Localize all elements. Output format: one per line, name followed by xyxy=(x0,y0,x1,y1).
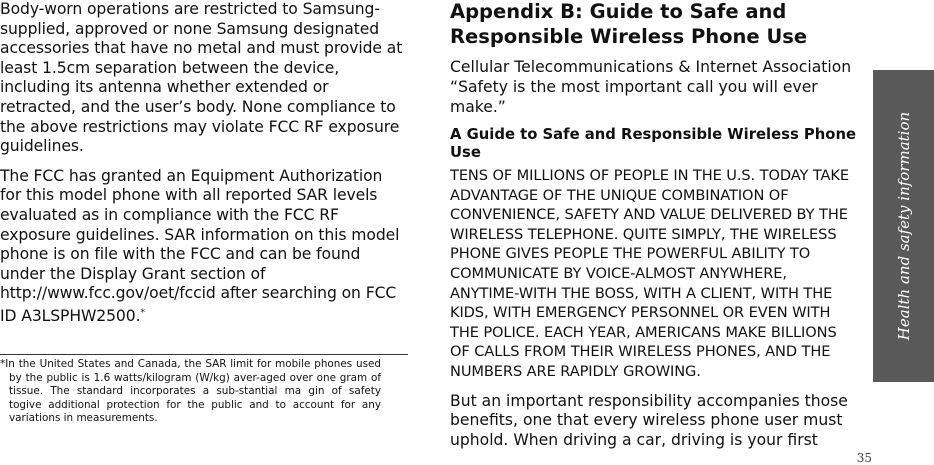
responsibility-paragraph: But an important responsibility accompanies those benefits, one that every wireless phone user must uphold. When driving a car, driving is your first xyxy=(450,391,848,449)
side-tab-label: Health and safety information xyxy=(894,111,913,341)
fcc-authorization-text: The FCC has granted an Equipment Authorization for this model phone with all reported SAR levels evaluated as in compliance with the FCC RF exposure guidelines. SAR information on this model phone is on file with the FCC and can be found under the Display Grant section of http://www.fcc.gov/oet/fccid after searching on FCC ID A3LSPHW2500. xyxy=(0,166,400,325)
fcc-authorization-paragraph xyxy=(0,167,408,327)
section-heading: A Guide to Safe and Responsible Wireless Phone Use xyxy=(450,126,857,161)
footnote-divider xyxy=(0,354,408,355)
left-column xyxy=(0,0,408,337)
sar-footnote: *In the United States and Canada, the SAR limit for mobile phones used by the public is 1.6 watts/kilogram (W/kg) aver-aged over one gram of tissue. The standard incorporates a sub-stantial ma gin of safety togive additional protection for the public and to account for any variations in measurements. xyxy=(0,358,381,424)
page-number: 35 xyxy=(856,451,872,465)
body-worn-paragraph: Body-worn operations are restricted to Samsung-supplied, approved or none Samsung designated accessories that have no metal and must provide at least 1.5cm separation between the device, including its antenna whether extended or retracted, and the user’s body. None compliance to the above restrictions may violate FCC RF exposure guidelines. xyxy=(0,0,403,156)
section-side-tab xyxy=(873,70,934,382)
ctia-subtitle: Cellular Telecommunications & Internet Association “Safety is the most important call you will ever make.” xyxy=(450,58,852,116)
right-column xyxy=(450,0,860,450)
uppercase-body-paragraph: TENS OF MILLIONS OF PEOPLE IN THE U.S. TODAY TAKE ADVANTAGE OF THE UNIQUE COMBINATION OF CONVENIENCE, SAFETY AND VALUE DELIVERED BY THE WIRELESS TELEPHONE. QUITE SIMPLY, THE WIRELESS PHONE GIVES PEOPLE THE POWERFUL ABILITY TO COMMUNICATE BY VOICE-ALMOST ANYWHERE, ANYTIME-WITH THE BOSS, WITH A CLIENT, WITH THE KIDS, WITH EMERGENCY PERSONNEL OR EVEN WITH THE POLICE. EACH YEAR, AMERICANS MAKE BILLIONS OF CALLS FROM THEIR WIRELESS PHONES, AND THE NUMBERS ARE RAPIDLY GROWING. xyxy=(450,167,849,380)
appendix-title: Appendix B: Guide to Safe and Responsible Wireless Phone Use xyxy=(450,0,808,48)
footnote-marker: * xyxy=(140,307,145,318)
